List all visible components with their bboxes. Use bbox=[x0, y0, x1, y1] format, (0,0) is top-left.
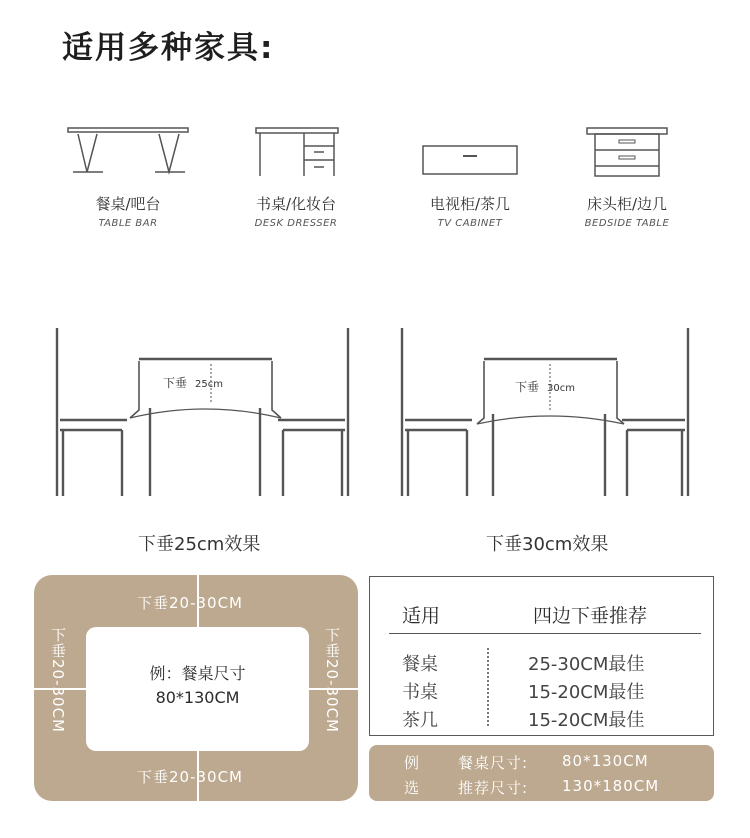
pick-row1-key: 例 bbox=[404, 754, 421, 772]
drop-left-label: 下垂20-30CM bbox=[49, 627, 67, 734]
drop-top-label: 下垂20-30CM bbox=[137, 594, 244, 612]
dining-table-icon bbox=[63, 122, 193, 178]
drop-value: 30cm bbox=[547, 383, 575, 394]
recommend-row-value: 15-20CM最佳 bbox=[528, 682, 645, 703]
drop-25cm-scene bbox=[57, 328, 348, 496]
recommend-header-use: 适用 bbox=[402, 605, 441, 627]
desk-icon bbox=[246, 122, 346, 178]
column-divider bbox=[487, 648, 489, 726]
page-title: 适用多种家具: bbox=[62, 30, 275, 66]
furniture-item-table-bar bbox=[53, 122, 203, 229]
recommend-header-drop: 四边下垂推荐 bbox=[533, 605, 648, 627]
recommend-row-item: 餐桌 bbox=[402, 654, 438, 675]
recommend-row-item: 茶几 bbox=[402, 710, 438, 731]
size-pick-box bbox=[369, 745, 714, 801]
furniture-item-tv-cabinet bbox=[395, 122, 545, 229]
furniture-label: 电视柜/茶几 bbox=[429, 195, 511, 213]
example-caption: 下垂30cm效果 bbox=[486, 534, 609, 555]
furniture-label-en: TV CABINET bbox=[437, 218, 503, 229]
header-rule bbox=[389, 633, 701, 634]
pick-row1-value: 80*130CM bbox=[562, 752, 649, 770]
drop-bottom-label: 下垂20-30CM bbox=[137, 768, 244, 786]
furniture-item-bedside bbox=[552, 122, 702, 229]
drop-label: 下垂 bbox=[515, 380, 540, 394]
pick-row2-key: 选 bbox=[404, 779, 421, 797]
drop-label: 下垂 bbox=[163, 376, 188, 390]
bedside-table-icon bbox=[577, 122, 677, 178]
pick-row2-value: 130*180CM bbox=[562, 777, 660, 795]
example-line-1: 例：餐桌尺寸 bbox=[149, 664, 246, 683]
example-line-2: 80*130CM bbox=[155, 688, 240, 707]
recommend-row-value: 25-30CM最佳 bbox=[528, 654, 645, 675]
furniture-item-desk bbox=[221, 122, 371, 229]
furniture-label-en: BEDSIDE TABLE bbox=[584, 218, 670, 229]
furniture-label-en: DESK DRESSER bbox=[254, 218, 338, 229]
recommend-row-item: 书桌 bbox=[402, 682, 438, 703]
tv-cabinet-icon bbox=[415, 122, 525, 178]
drop-right-label: 下垂20-30CM bbox=[323, 627, 341, 734]
pick-row1-label: 餐桌尺寸: bbox=[458, 754, 529, 772]
furniture-label-en: TABLE BAR bbox=[98, 218, 158, 229]
furniture-label: 床头柜/边几 bbox=[586, 195, 668, 213]
furniture-label: 书桌/化妆台 bbox=[255, 195, 337, 213]
example-caption: 下垂25cm效果 bbox=[138, 534, 261, 555]
pick-row2-label: 推荐尺寸: bbox=[458, 779, 529, 797]
example-size bbox=[86, 662, 309, 710]
recommend-row-value: 15-20CM最佳 bbox=[528, 710, 645, 731]
furniture-label: 餐桌/吧台 bbox=[95, 195, 161, 213]
drop-value: 25cm bbox=[195, 379, 223, 390]
tablecloth-drop-diagram bbox=[0, 300, 750, 510]
drop-30cm-scene bbox=[402, 328, 688, 496]
